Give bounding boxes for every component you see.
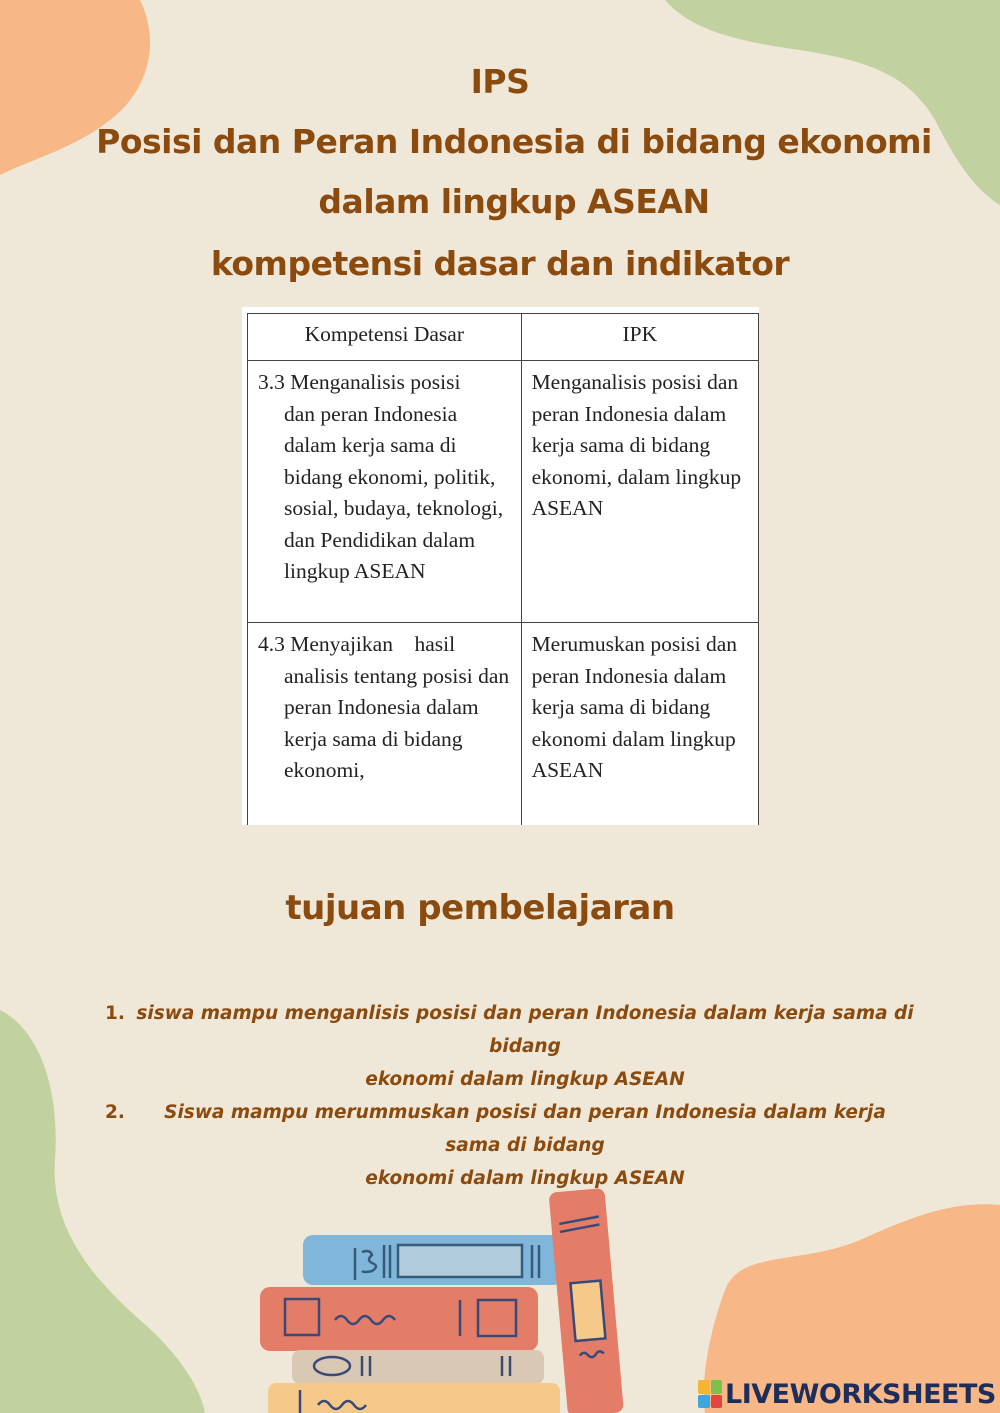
kd-number: 4.3 (258, 632, 285, 656)
kd-cell (248, 623, 522, 826)
kd-text: dan peran Indonesia dalam kerja sama di bidang ekonomi, politik, sosial, budaya, teknologi, dan Pendidikan dalam lingkup ASEAN (284, 401, 504, 583)
goal-number: 1. (105, 1003, 125, 1024)
list-item (95, 1096, 915, 1195)
topic-title-line1: Posisi dan Peran Indonesia di bidang ekonomi (96, 122, 932, 161)
goal-line1: siswa mampu menganlisis posisi dan peran Indonesia dalam kerja sama di bidang (136, 1003, 914, 1057)
kd-first-line: Menyajikan hasil (290, 632, 456, 656)
goal-line2: ekonomi dalam lingkup ASEAN (365, 1168, 685, 1189)
competency-table-image (242, 307, 759, 825)
competency-table (247, 313, 759, 825)
books-illustration-icon (260, 1188, 624, 1413)
list-item (95, 997, 915, 1096)
subject-title: IPS (470, 62, 530, 101)
ipk-cell: Merumuskan posisi dan peran Indonesia dalam kerja sama di bidang ekonomi dalam lingkup ASEAN (521, 623, 758, 826)
ipk-cell: Menganalisis posisi dan peran Indonesia dalam kerja sama di bidang ekonomi, dalam lingkup ASEAN (521, 361, 758, 623)
goal-number: 2. (105, 1102, 125, 1123)
learning-goals-list (95, 997, 915, 1195)
section-heading-kompetensi: kompetensi dasar dan indikator (210, 244, 790, 283)
table-row (248, 623, 759, 826)
liveworksheets-logo[interactable] (698, 1378, 996, 1410)
liveworksheets-logo-icon (698, 1380, 722, 1408)
kd-number: 3.3 (258, 370, 285, 394)
kd-first-line: Menganalisis posisi (290, 370, 461, 394)
brand-name: LIVEWORKSHEETS (725, 1378, 996, 1410)
table-row (248, 361, 759, 623)
goal-line1: Siswa mampu merummuskan posisi dan peran Indonesia dalam kerja sama di bidang (164, 1102, 886, 1156)
table-header-ipk: IPK (521, 314, 758, 361)
goal-line2: ekonomi dalam lingkup ASEAN (365, 1069, 685, 1090)
topic-title-line2: dalam lingkup ASEAN (318, 182, 710, 221)
kd-text: analisis tentang posisi dan peran Indonesia dalam kerja sama di bidang ekonomi, (284, 663, 510, 782)
kd-cell (248, 361, 522, 623)
green-blob-top-right (665, 0, 1000, 205)
section-heading-tujuan: tujuan pembelajaran (285, 888, 675, 928)
table-header-kd: Kompetensi Dasar (248, 314, 522, 361)
